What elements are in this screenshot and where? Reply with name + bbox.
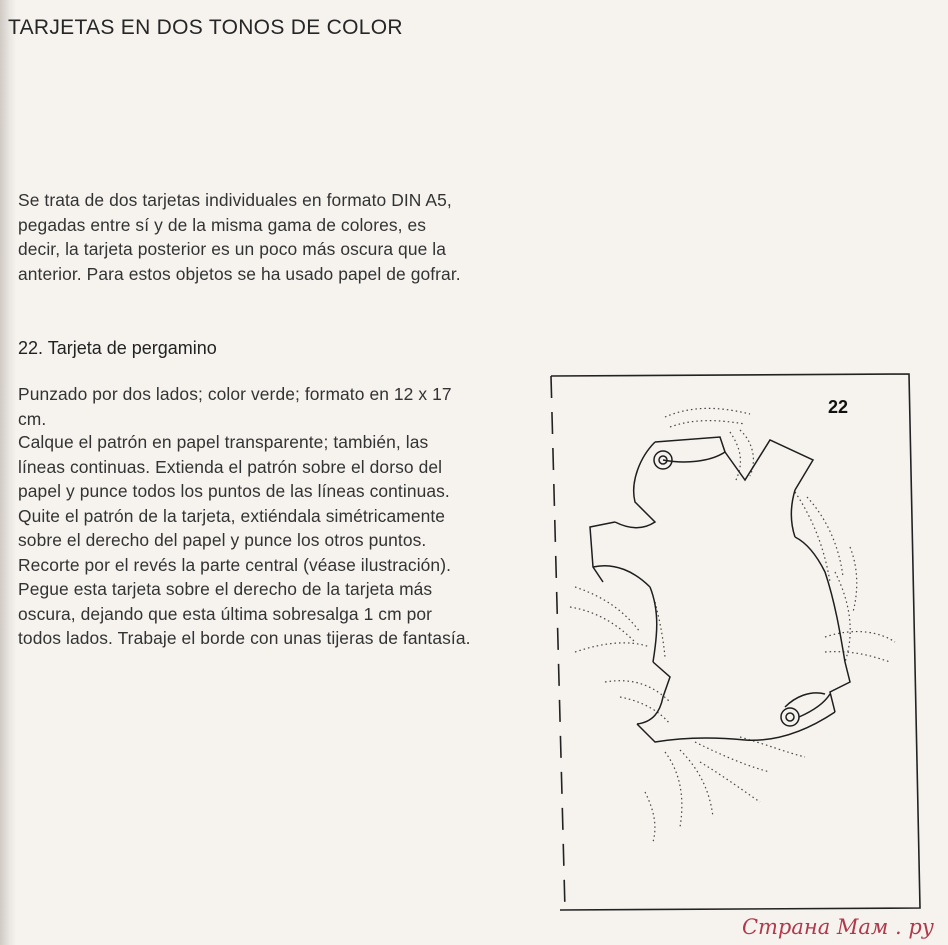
parchment-pattern-illustration	[545, 372, 925, 914]
body-text-2: Calque el patrón en papel transparente; también, las líneas continuas. Extienda el patrón sobre el dorso del papel y punce todos los puntos de las líneas continuas. Quite el patrón de la tarjeta, extiéndala simétricamente sobre el derecho del papel y punce los otros puntos. Recorte por el revés la parte central (véase ilustración). Pegue esta tarjeta sobre el derecho de la tarjeta más oscura, dejando que esta última sobresalga 1 cm por todos lados. Trabaje el borde con unas tijeras de fantasía.	[18, 432, 471, 648]
section-heading: 22. Tarjeta de pergamino	[18, 338, 217, 358]
intro-text: Se trata de dos tarjetas individuales en formato DIN A5, pegadas entre sí y de la misma gama de colores, es decir, la tarjeta posterior es un poco más oscura que la anterior. Para estos objetos se ha usado papel de gofrar.	[18, 190, 461, 284]
pattern-figure	[545, 372, 925, 914]
body-text-1: Punzado por dos lados; color verde; formato en 12 x 17 cm.	[18, 384, 452, 429]
figure-number: 22	[828, 397, 849, 417]
body-paragraph-1	[18, 382, 473, 431]
book-spine-shadow	[0, 0, 16, 945]
site-watermark: Страна Мам . ру	[741, 915, 934, 939]
body-paragraph-2	[18, 430, 476, 651]
intro-paragraph	[18, 188, 470, 286]
page-title: TARJETAS EN DOS TONOS DE COLOR	[8, 16, 403, 39]
